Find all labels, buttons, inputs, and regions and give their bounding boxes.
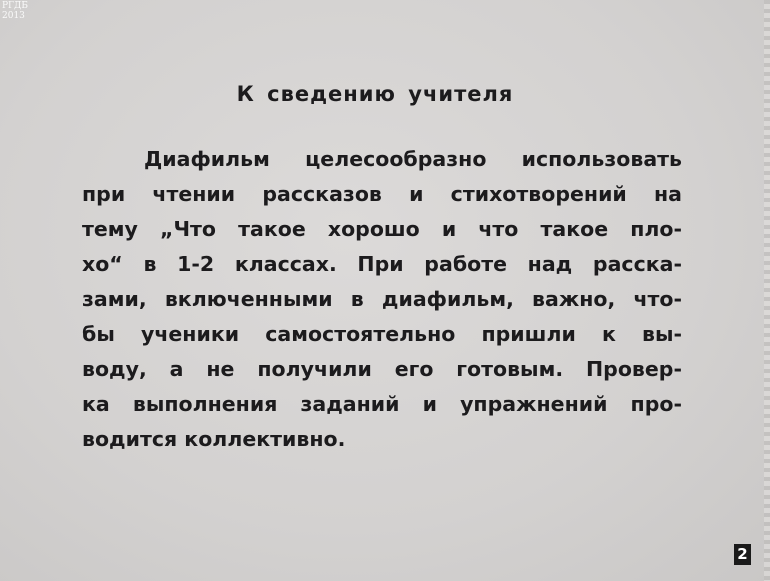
paragraph-line: Диафильм целесообразно использовать xyxy=(144,147,682,171)
paragraph-line: тему „Что такое хорошо и что такое пло- xyxy=(82,217,682,241)
paragraph-line: хо“ в 1-2 классах. При работе над расска- xyxy=(82,252,682,276)
paragraph-line: воду, а не получили его готовым. Провер- xyxy=(82,357,682,381)
watermark-line-2: 2013 xyxy=(2,11,25,21)
paragraph-line: зами, включенными в диафильм, важно, что- xyxy=(82,287,682,311)
page-title: К сведению учителя xyxy=(236,82,514,106)
paragraph-line: ка выполнения заданий и упражнений про- xyxy=(82,392,682,416)
frame-number-badge: 2 xyxy=(734,544,751,565)
paragraph-line: бы ученики самостоятельно пришли к вы- xyxy=(82,322,682,346)
library-watermark xyxy=(2,1,28,21)
watermark-line-1: РГДБ xyxy=(2,1,28,11)
teacher-note-paragraph xyxy=(82,142,682,457)
film-edge-strip xyxy=(764,0,770,581)
paragraph-line: при чтении рассказов и стихотворений на xyxy=(82,182,682,206)
paragraph-line: водится коллективно. xyxy=(82,427,346,451)
